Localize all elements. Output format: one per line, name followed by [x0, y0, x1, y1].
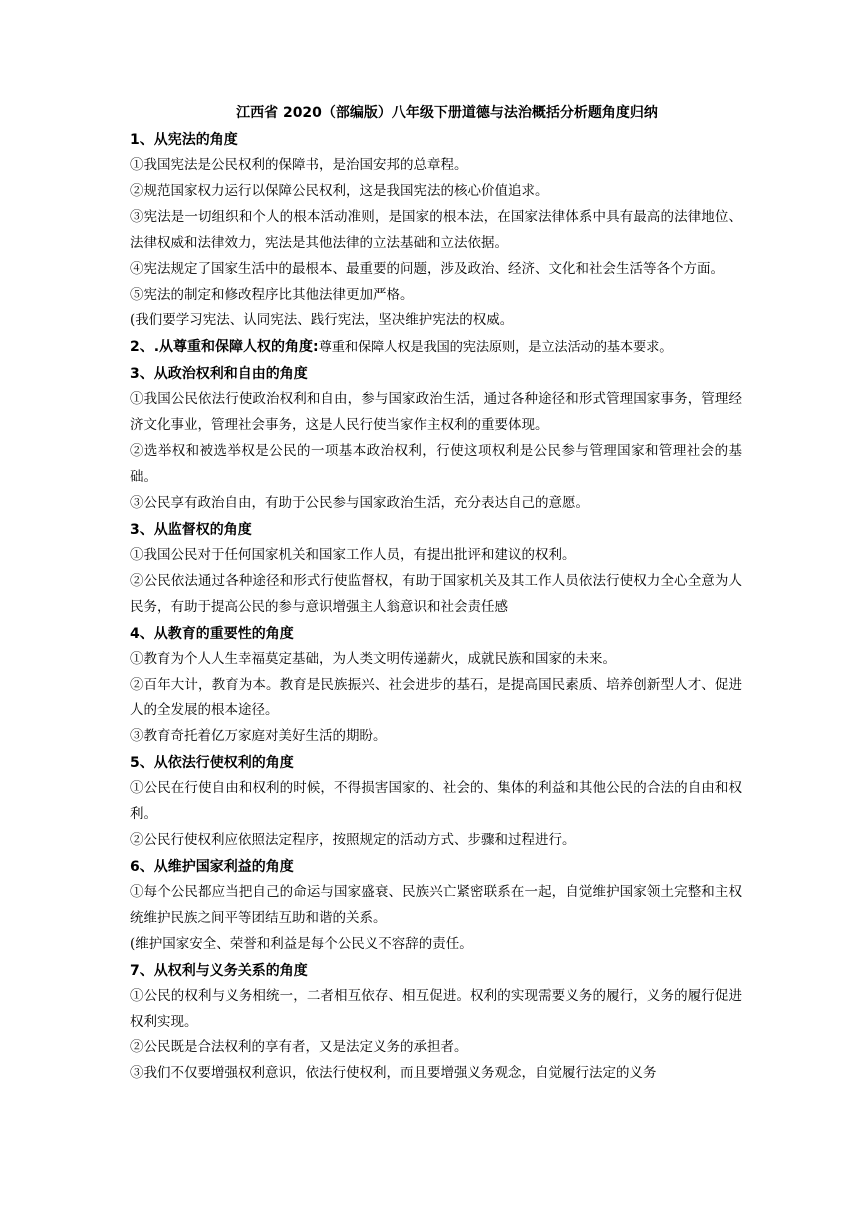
paragraph: ②公民依法通过各种途径和形式行使监督权，有助于国家机关及其工作人员依法行使权力全心全意为人民务，有助于提高公民的参与意识增强主人翁意识和社会责任感 — [130, 572, 742, 615]
paragraph: ②公民行使权利应依照法定程序，按照规定的活动方式、步骤和过程进行。 — [130, 832, 576, 849]
paragraph: ②公民既是合法权利的享有者，又是法定义务的承担者。 — [130, 1039, 468, 1056]
paragraph: ①教育为个人人生幸福莫定基础，为人类文明传递薪火，成就民族和国家的未来。 — [130, 650, 616, 667]
section-inline-text: 尊重和保障人权是我国的宪法原则，是立法活动的基本要求。 — [318, 340, 673, 356]
paragraph: ①公民的权利与义务相统一，二者相互依存、相互促进。权利的实现需要义务的履行，义务的履行促进权利实现。 — [130, 987, 742, 1030]
section-human-rights — [130, 334, 742, 361]
paragraph: ③教育奇托着亿万家庭对美好生活的期盼。 — [130, 728, 387, 745]
section-heading: 3、从监督权的角度 — [130, 521, 252, 538]
section-heading: 1、从宪法的角度 — [130, 132, 238, 148]
section-education — [130, 621, 742, 751]
section-national-interest — [130, 854, 742, 958]
section-heading-row — [130, 334, 742, 361]
section-constitution — [130, 127, 742, 334]
paragraph: ③宪法是一切组织和个人的根本活动准则，是国家的根本法，在国家法律体系中具有最高的法律地位、法律权威和法律效力，宪法是其他法律的立法基础和立法依据。 — [130, 208, 742, 251]
section-heading: 5、从依法行使权利的角度 — [130, 755, 294, 772]
section-rights-duties — [130, 958, 742, 1088]
section-heading: 4、从教育的重要性的角度 — [130, 625, 294, 642]
section-heading: 7、从权利与义务关系的角度 — [130, 962, 308, 979]
paragraph: ①每个公民都应当把自己的命运与国家盛衰、民族兴亡紧密联系在一起，自觉维护国家领土完整和主权统维护民族之间平等团结互助和谐的关系。 — [130, 883, 742, 926]
paragraph: ③我们不仅要增强权利意识，依法行使权利，而且要增强义务观念，自觉履行法定的义务 — [130, 1065, 657, 1082]
section-political-rights — [130, 361, 742, 517]
paragraph: ③公民享有政治自由，有助于公民参与国家政治生活，充分表达自己的意愿。 — [130, 494, 589, 511]
section-heading: 2、.从尊重和保障人权的角度: — [130, 339, 319, 356]
paragraph: ②选举权和被选举权是公民的一项基本政治权利，行使这项权利是公民参与管理国家和管理社会的基础。 — [130, 443, 742, 486]
section-heading: 6、从维护国家利益的角度 — [130, 858, 294, 875]
document-title: 江西省 2020（部编版）八年级下册道德与法治概括分析题角度归纳 — [236, 105, 658, 121]
section-exercise-rights — [130, 750, 742, 854]
paragraph: ①我国宪法是公民权利的保障书，是治国安邦的总章程。 — [130, 157, 468, 173]
paragraph: (维护国家安全、荣誉和利益是每个公民义不容辞的责任。 — [130, 935, 473, 952]
paragraph: ①我国公民对于任何国家机关和国家工作人员，有提出批评和建议的权利。 — [130, 546, 576, 563]
paragraph: ②规范国家权力运行以保障公民权利，这是我国宪法的核心价值追求。 — [130, 182, 549, 199]
section-supervision — [130, 517, 742, 621]
paragraph: (我们要学习宪法、认同宪法、践行宪法，坚决维护宪法的权威。 — [130, 312, 514, 329]
paragraph: ①公民在行使自由和权利的时候，不得损害国家的、社会的、集体的利益和其他公民的合法的自由和权利。 — [130, 780, 742, 823]
section-heading: 3、从政治权利和自由的角度 — [130, 366, 308, 383]
paragraph: ②百年大计，教育为本。教育是民族振兴、社会进步的基石，是提高国民素质、培养创新型人才、促进人的全发展的根本途径。 — [130, 676, 742, 719]
paragraph: ④宪法规定了国家生活中的最根本、最重要的问题，涉及政治、经济、文化和社会生活等各个方面。 — [130, 260, 724, 277]
paragraph: ⑤宪法的制定和修改程序比其他法律更加严格。 — [130, 286, 414, 303]
paragraph: ①我国公民依法行使政治权利和自由，参与国家政治生活，通过各种途径和形式管理国家事务，管理经济文化事业，管理社会事务，这是人民行使当家作主权利的重要体现。 — [130, 391, 742, 434]
